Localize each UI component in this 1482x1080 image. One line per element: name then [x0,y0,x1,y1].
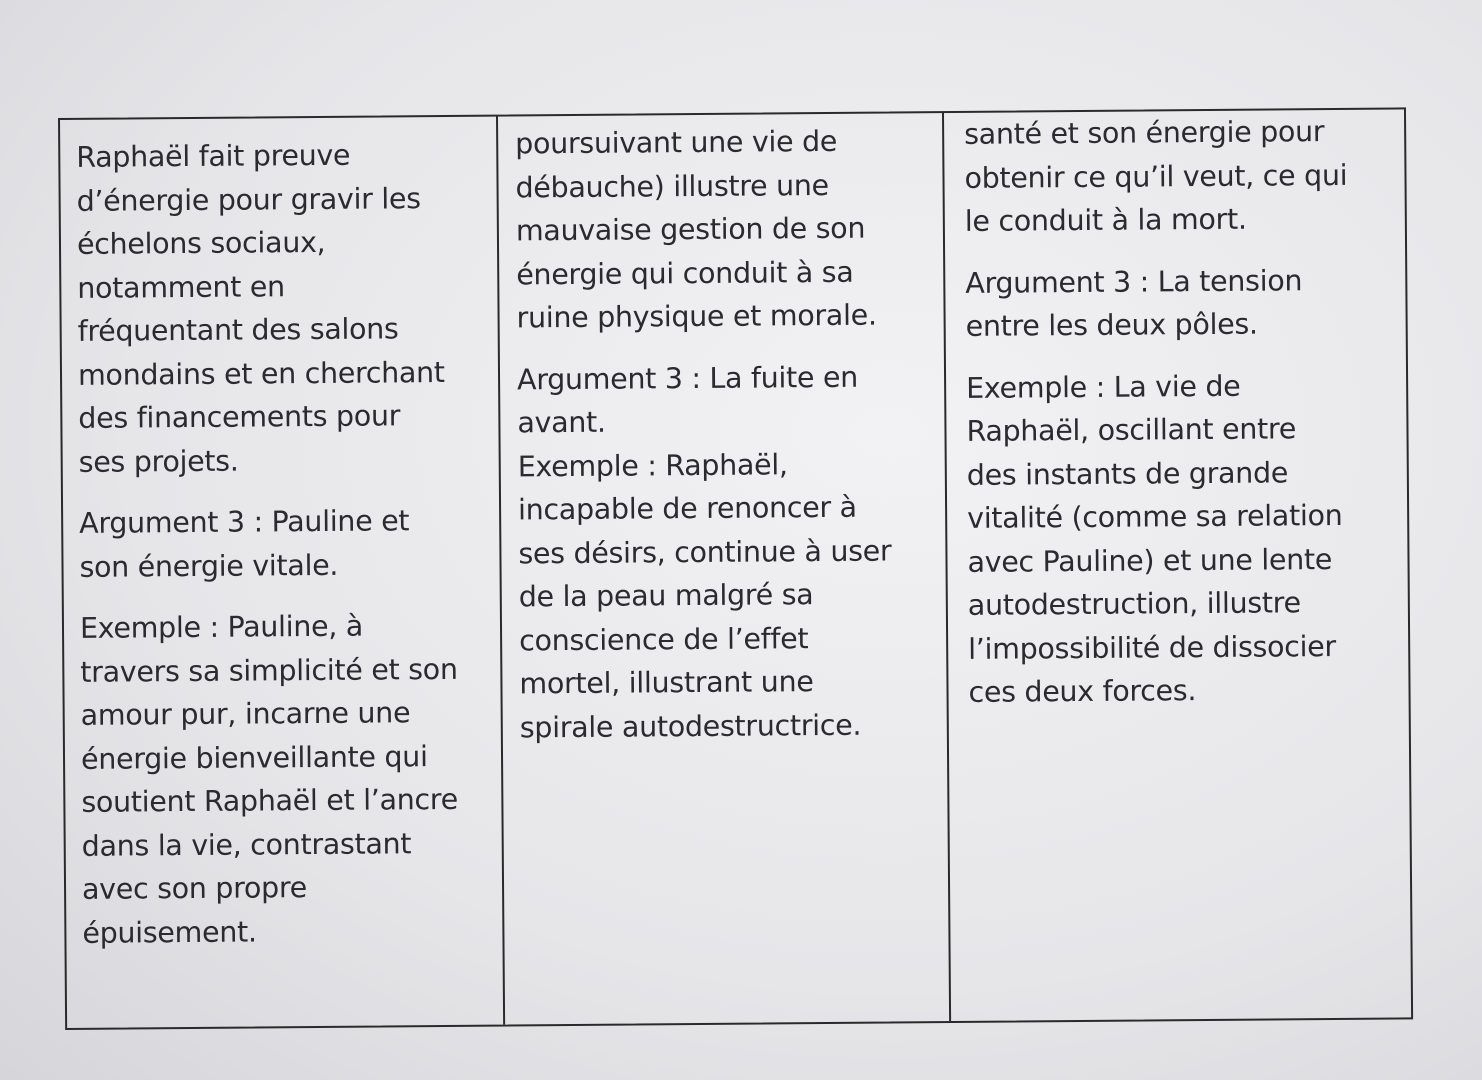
text-line: spirale autodestructrice. [519,708,862,744]
text-line: le conduit à la mort. [964,202,1247,238]
text-line: épuisement. [82,914,257,950]
text-line: dans la vie, contrastant [81,826,412,863]
text-line: Raphaël, oscillant entre [966,412,1297,448]
text-line: son énergie vitale. [79,548,339,584]
text-line: des financements pour [78,399,401,435]
text-line: l’impossibilité de dissocier [968,629,1337,666]
text-line: mauvaise gestion de son [515,211,866,248]
text-line: Argument 3 : La tension [965,263,1303,300]
text-line: Argument 3 : Pauline et [79,504,410,540]
text-line: avant. [517,405,606,440]
text-line: obtenir ce qu’il veut, ce qui [964,158,1348,195]
text-line: Exemple : Raphaël, [517,447,788,483]
text-line: des instants de grande [966,455,1289,492]
text-line: avec son propre [81,871,308,906]
text-line: notamment en [77,269,285,305]
text-line: énergie bienveillante qui [80,739,428,776]
cell-paragraph [966,363,1409,714]
cell-paragraph [515,119,944,340]
cell-paragraph [518,442,947,750]
text-line: fréquentant des salons [77,312,399,348]
text-line: mortel, illustrant une [519,665,814,701]
text-line: échelons sociaux, [76,225,326,261]
table-column-2 [496,113,949,1024]
text-line: ruine physique et morale. [516,298,877,335]
text-line: ses désirs, continue à user [518,533,892,570]
text-line: Exemple : La vie de [966,369,1241,405]
text-line: conscience de l’effet [518,621,809,657]
text-line: vitalité (comme sa relation [967,498,1343,535]
text-line: Argument 3 : La fuite en [516,360,859,396]
cell-paragraph [76,133,499,484]
text-line: Raphaël fait preuve [76,138,351,174]
text-line: poursuivant une vie de [515,124,838,161]
text-line: entre les deux pôles. [965,307,1258,343]
text-line: ses projets. [78,444,239,479]
cell-paragraph [964,109,1405,243]
text-line: de la peau malgré sa [518,578,814,614]
text-line: travers sa simplicité et son [80,652,458,689]
text-line: incapable de renoncer à [517,490,857,527]
text-line: d’énergie pour gravir les [76,181,421,218]
text-line: énergie qui conduit à sa [516,255,854,291]
text-line: ces deux forces. [968,674,1197,709]
text-line: avec Pauline) et une lente [967,542,1333,579]
table-column-3 [942,109,1411,1021]
cell-paragraph [965,258,1406,348]
cell-paragraph [80,604,503,955]
text-line: mondains et en cherchant [77,355,445,392]
text-line: soutient Raphaël et l’ancre [81,782,459,819]
text-line: Exemple : Pauline, à [79,609,364,645]
text-line: débauche) illustre une [515,168,829,204]
cell-paragraph [79,499,500,589]
text-line: santé et son énergie pour [964,115,1325,151]
table-column-1 [60,117,503,1028]
argument-table [58,107,1413,1030]
text-line: amour pur, incarne une [80,696,411,732]
cell-paragraph [517,355,945,445]
text-line: autodestruction, illustre [967,586,1301,622]
